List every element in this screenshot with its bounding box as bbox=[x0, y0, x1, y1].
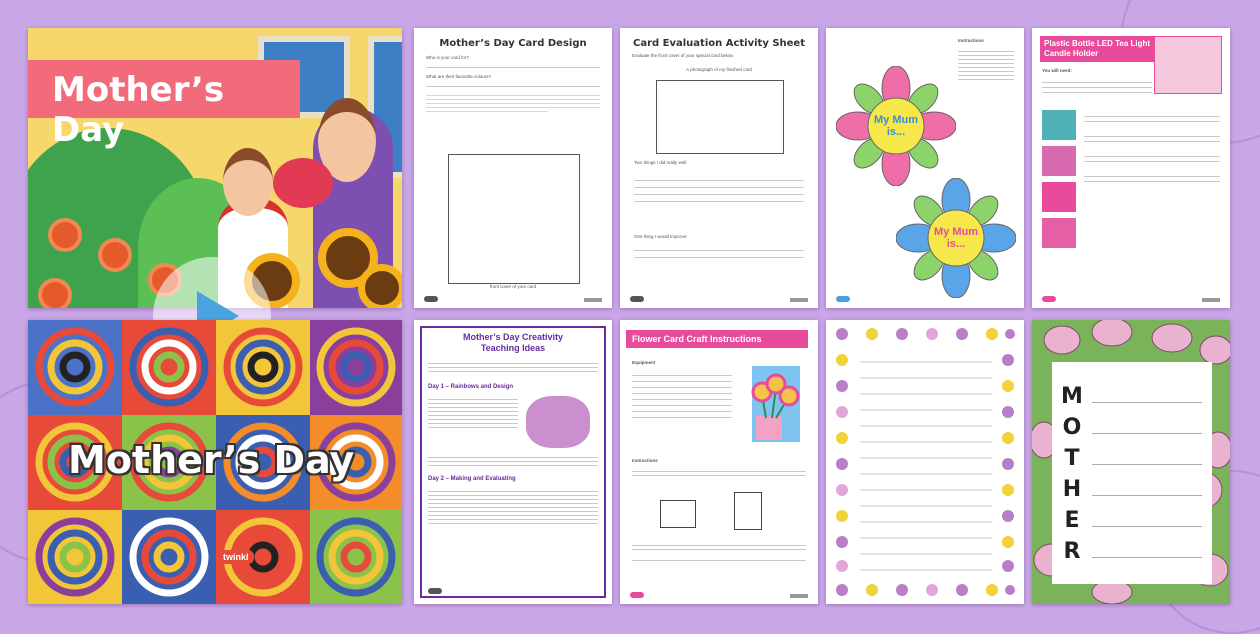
flower-cluster-image bbox=[526, 396, 590, 448]
red-flower-icon bbox=[98, 238, 132, 272]
footer-logo bbox=[424, 296, 438, 302]
bouquet-illustration bbox=[273, 158, 333, 208]
materials-list bbox=[1042, 78, 1152, 97]
question-label: Who is your card for? bbox=[426, 55, 469, 60]
photo-box bbox=[656, 80, 784, 154]
acrostic-row bbox=[1058, 502, 1208, 533]
acrostic-write-line bbox=[1092, 464, 1202, 465]
answer-lines bbox=[634, 244, 804, 264]
cover-title: Mother’s Day bbox=[52, 70, 225, 150]
cover-title-outlined: Mother’s Day bbox=[68, 438, 355, 482]
instructions-label: Instructions bbox=[632, 458, 658, 463]
acrostic-letters bbox=[1058, 378, 1208, 564]
brand-logo: twinkl bbox=[218, 550, 254, 564]
acrostic-row bbox=[1058, 533, 1208, 564]
acrostic-letter: O bbox=[1062, 415, 1082, 440]
sunflower-icon bbox=[358, 264, 402, 308]
step-lines bbox=[632, 468, 806, 479]
acrostic-write-line bbox=[1092, 557, 1202, 558]
day1-lines bbox=[428, 396, 518, 431]
good-label: Two things I did really well: bbox=[634, 160, 688, 165]
sheet-led-candle-holder[interactable] bbox=[1032, 28, 1230, 308]
sheet-title: Mother’s Day Creativity Teaching Ideas bbox=[462, 332, 564, 353]
drawing-box bbox=[448, 154, 580, 284]
sheet-card-evaluation[interactable] bbox=[620, 28, 818, 308]
instructions-label: Instructions bbox=[958, 38, 984, 43]
instruction-lines bbox=[958, 48, 1014, 83]
answer-line bbox=[426, 86, 600, 87]
sheet-flower-templates[interactable] bbox=[826, 28, 1024, 308]
step-lines bbox=[632, 542, 806, 564]
flower-text: My Mum is... bbox=[874, 114, 918, 138]
sheet-title: Flower Card Craft Instructions bbox=[626, 330, 808, 348]
acrostic-row bbox=[1058, 378, 1208, 409]
sheet-lined-paper[interactable] bbox=[826, 320, 1024, 604]
red-flower-icon bbox=[38, 278, 72, 308]
intro-text: Evaluate the front cover of your special card below. bbox=[632, 53, 734, 58]
flower-border bbox=[826, 320, 1024, 604]
acrostic-letter: M bbox=[1061, 384, 1083, 409]
footer-logo bbox=[630, 592, 644, 598]
instruction-block bbox=[426, 95, 600, 112]
sheet-creativity-ideas[interactable] bbox=[414, 320, 612, 604]
cover-card-kandinsky[interactable] bbox=[28, 320, 402, 604]
improve-label: One thing I would improve: bbox=[634, 234, 688, 239]
equipment-label: Equipment bbox=[632, 360, 656, 365]
sheet-mother-acrostic[interactable] bbox=[1032, 320, 1230, 604]
acrostic-letter: T bbox=[1064, 446, 1080, 471]
step-photo bbox=[1042, 110, 1076, 140]
footer-ref bbox=[1202, 298, 1220, 302]
body-lines bbox=[428, 454, 598, 469]
fold-diagram-box bbox=[660, 500, 696, 528]
footer-logo bbox=[836, 296, 850, 302]
sheet-title: Card Evaluation Activity Sheet bbox=[633, 38, 805, 49]
question-label: What are their favourite colours? bbox=[426, 74, 492, 79]
box-caption: front cover of your card bbox=[489, 284, 537, 289]
sheet-title: Mother’s Day Card Design bbox=[439, 38, 587, 49]
footer-ref bbox=[584, 298, 602, 302]
equipment-lines bbox=[632, 370, 732, 423]
sheet-card-design[interactable] bbox=[414, 28, 612, 308]
acrostic-row bbox=[1058, 440, 1208, 471]
footer-logo bbox=[630, 296, 644, 302]
footer-logo bbox=[1042, 296, 1056, 302]
step-photo bbox=[1042, 182, 1076, 212]
sheet-title: Plastic Bottle LED Tea Light Candle Holder bbox=[1044, 39, 1151, 58]
step-text-lines bbox=[1084, 112, 1220, 186]
acrostic-row bbox=[1058, 471, 1208, 502]
you-will-need-label: You will need: bbox=[1042, 68, 1072, 73]
flower-text: My Mum is... bbox=[934, 226, 978, 250]
step-photo bbox=[1042, 218, 1076, 248]
day2-heading: Day 2 – Making and Evaluating bbox=[428, 476, 516, 482]
answer-lines bbox=[634, 174, 804, 208]
flower-card-example bbox=[742, 364, 804, 444]
day2-lines bbox=[428, 488, 598, 527]
acrostic-write-line bbox=[1092, 495, 1202, 496]
acrostic-write-line bbox=[1092, 433, 1202, 434]
sheet-title-banner bbox=[1040, 36, 1156, 62]
photo-caption: A photograph of my finished card bbox=[686, 67, 752, 72]
footer-ref bbox=[790, 298, 808, 302]
acrostic-letter: R bbox=[1063, 539, 1081, 564]
title-banner bbox=[28, 60, 300, 150]
step-photo bbox=[1042, 146, 1076, 176]
red-flower-icon bbox=[48, 218, 82, 252]
sheet-flower-craft[interactable] bbox=[620, 320, 818, 604]
acrostic-letter: E bbox=[1064, 508, 1080, 533]
footer-logo bbox=[428, 588, 442, 594]
answer-line bbox=[426, 67, 600, 68]
intro-lines bbox=[428, 360, 598, 375]
acrostic-write-line bbox=[1092, 526, 1202, 527]
fold-diagram-box bbox=[734, 492, 762, 530]
footer-ref bbox=[790, 594, 808, 598]
child-head bbox=[223, 148, 273, 216]
acrostic-row bbox=[1058, 409, 1208, 440]
bottle-photo bbox=[1154, 36, 1222, 94]
day1-heading: Day 1 – Rainbows and Design bbox=[428, 384, 514, 390]
acrostic-write-line bbox=[1092, 402, 1202, 403]
acrostic-letter: H bbox=[1062, 477, 1082, 502]
